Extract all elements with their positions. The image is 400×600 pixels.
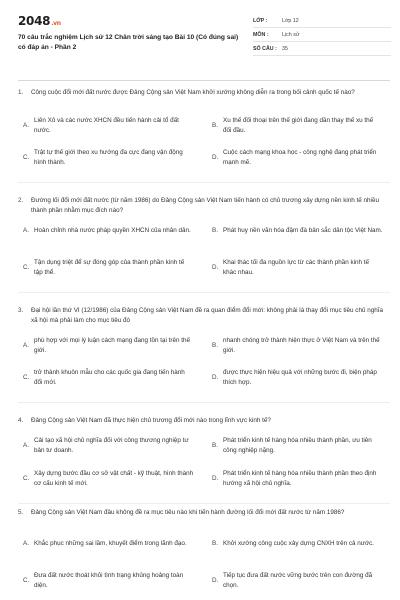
option-text: Phát huy nền văn hóa đậm đà bản sắc dân tộc Việt Nam. (223, 227, 383, 234)
meta-key: MÔN : (253, 31, 269, 38)
logo-main: 2048 (18, 14, 51, 28)
option-d[interactable] (212, 368, 383, 388)
option-c[interactable] (23, 368, 194, 388)
option-d[interactable] (212, 258, 383, 278)
question-1 (18, 88, 390, 166)
option-letter: A. (23, 540, 29, 547)
option-text: Tận dụng triệt để sự đóng góp của thành phần kinh tế tập thể. (34, 259, 185, 276)
option-text: Đưa đất nước thoát khỏi tình trạng khủng hoảng toàn diện. (34, 572, 184, 589)
question-number: 1. (18, 89, 24, 96)
option-text: Xây dựng bước đầu cơ sở vật chất - kỹ thuật, hình thành cơ cấu kinh tế mới. (34, 470, 194, 487)
option-a[interactable] (23, 436, 194, 456)
option-a[interactable] (23, 226, 194, 236)
option-text: Phát triển kinh tế hàng hóa nhiều thành phần theo định hướng xã hội chủ nghĩa. (223, 470, 377, 487)
option-text: Xu thế đối thoại trên thế giới đang dần thay thế xu thế đối đầu. (223, 117, 374, 134)
option-b[interactable] (212, 116, 383, 136)
option-text: Tiếp tục đưa đất nước vững bước trên con đường đã chọn. (223, 572, 373, 589)
document-page (18, 12, 390, 589)
option-letter: D. (212, 475, 219, 482)
option-text: Khai thác tối đa nguồn lực từ các thành phần kinh tế khác nhau. (223, 259, 370, 276)
option-text: Khởi xướng công cuộc xây dựng CNXH trên cả nước. (223, 540, 375, 547)
option-letter: B. (212, 342, 218, 349)
question-number: 5. (18, 509, 24, 516)
question-divider (18, 292, 390, 293)
meta-value: 35 (282, 45, 288, 52)
option-letter: D. (212, 154, 219, 161)
meta-key: LỚP : (253, 17, 268, 24)
option-text: Phát triển kinh tế hàng hóa nhiều thành phần, ưu tiên công nghiệp nặng. (223, 437, 372, 454)
option-letter: D. (212, 374, 219, 381)
meta-row-count (253, 42, 391, 56)
option-text: phù hợp với mọi lý luận cách mạng đang tồn tại trên thế giới. (34, 337, 190, 354)
site-logo[interactable] (18, 14, 61, 28)
option-letter: A. (23, 442, 29, 449)
meta-row-subject (253, 28, 391, 42)
option-text: được thực hiện hiệu quả với những bước đi, biện pháp thích hợp. (223, 369, 377, 386)
option-letter: C. (23, 577, 30, 584)
option-letter: A. (23, 342, 29, 349)
option-c[interactable] (23, 571, 194, 591)
question-text: Đường lối đổi mới đất nước (từ năm 1986) do Đảng Cộng sản Việt Nam tiến hành có chủ trương xây dựng nền kinh tế nhiều thành phần nhằm mục đích nào? (31, 197, 379, 214)
question-3 (18, 306, 390, 386)
option-letter: C. (23, 374, 30, 381)
question-divider (18, 503, 390, 504)
meta-value: Lịch sử (282, 31, 300, 38)
option-d[interactable] (212, 469, 383, 489)
question-4 (18, 416, 390, 487)
question-text: Đảng Cộng sản Việt Nam đã thực hiện chủ trương đổi mới nào trong lĩnh vực kinh tế? (31, 417, 271, 424)
option-b[interactable] (212, 539, 383, 549)
option-letter: B. (212, 227, 218, 234)
option-b[interactable] (212, 226, 383, 236)
option-letter: A. (23, 227, 29, 234)
meta-key: SỐ CÂU : (253, 45, 277, 52)
option-a[interactable] (23, 336, 194, 356)
question-divider (18, 402, 390, 403)
option-text: Hoàn chỉnh nhà nước pháp quyền XHCN của nhân dân. (34, 227, 191, 234)
meta-row-grade (253, 14, 391, 28)
option-text: Khắc phục những sai lầm, khuyết điểm trong lãnh đạo. (34, 540, 187, 547)
option-letter: D. (212, 264, 219, 271)
question-text: Đảng Cộng sản Việt Nam đâu không đề ra mục tiêu nào khi tiến hành đường lối đổi mới đất nước từ năm 1986? (31, 509, 345, 516)
option-a[interactable] (23, 539, 194, 549)
option-text: Cải tạo xã hội chủ nghĩa đối với công thương nghiệp tư bản tư doanh. (34, 437, 189, 454)
option-text: Cuộc cách mạng khoa học - công nghệ đang phát triển mạnh mẽ. (223, 149, 377, 166)
meta-value: Lớp 12 (282, 17, 299, 24)
option-letter: C. (23, 264, 30, 271)
question-number: 2. (18, 197, 24, 204)
option-c[interactable] (23, 258, 194, 278)
option-text: nhanh chóng trở thành hiện thực ở Việt Nam và trên thế giới. (223, 337, 380, 354)
option-d[interactable] (212, 148, 383, 168)
question-2 (18, 196, 390, 276)
option-letter: C. (23, 154, 30, 161)
option-letter: B. (212, 442, 218, 449)
question-text: Đại hội lần thứ VI (12/1986) của Đảng Cộng sản Việt Nam đề ra quan điểm đổi mới: không phải là thay đổi mục tiêu chủ nghĩa xã hội mà phải làm cho mục tiêu đó (31, 307, 383, 324)
option-b[interactable] (212, 336, 383, 356)
question-number: 3. (18, 307, 24, 314)
option-letter: B. (212, 122, 218, 129)
header-divider (18, 80, 390, 81)
logo-suffix: .vn (51, 20, 61, 27)
option-text: trở thành khuôn mẫu cho các quốc gia đang tiến hành đổi mới. (34, 369, 185, 386)
document-header (18, 12, 390, 64)
option-letter: D. (212, 577, 219, 584)
option-c[interactable] (23, 148, 194, 168)
question-divider (18, 182, 390, 183)
option-d[interactable] (212, 571, 383, 591)
option-letter: A. (23, 122, 29, 129)
option-text: Liên Xô và các nước XHCN đều tiến hành cải tổ đất nước. (34, 117, 179, 134)
option-b[interactable] (212, 436, 383, 456)
option-letter: C. (23, 475, 30, 482)
option-c[interactable] (23, 469, 194, 489)
meta-table (253, 14, 391, 56)
option-a[interactable] (23, 116, 194, 136)
question-5 (18, 508, 390, 589)
option-letter: B. (212, 540, 218, 547)
question-text: Công cuộc đổi mới đất nước được Đảng Cộng sản Việt Nam khởi xướng không diễn ra trong bối cảnh quốc tế nào? (31, 89, 355, 96)
option-text: Trật tự thế giới theo xu hướng đa cực đang vận động hình thành. (34, 149, 183, 166)
question-number: 4. (18, 417, 24, 424)
document-title: 70 câu trắc nghiệm Lịch sử 12 Chân trời sáng tạo Bài 10 (Có đúng sai) có đáp án - Phần 2 (18, 34, 239, 51)
